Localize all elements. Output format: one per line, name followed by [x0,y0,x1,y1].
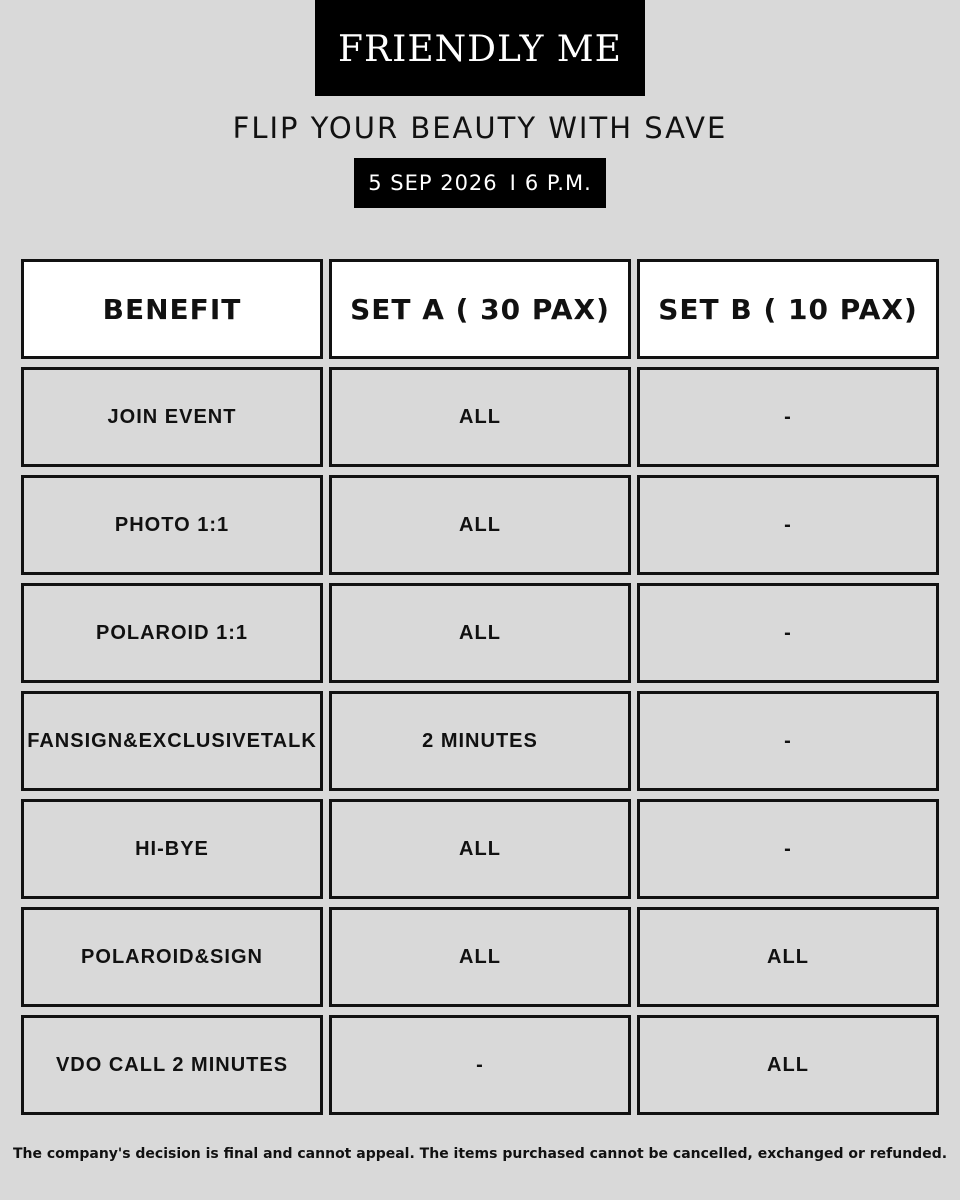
table-row [21,583,939,683]
date-badge [354,158,606,208]
disclaimer-note: The company's decision is final and cannot appeal. The items purchased cannot be cancelled, exchanged or refunded. [12,1146,948,1162]
benefit-cell: FANSIGN&EXCLUSIVETALK [21,691,323,791]
set-b-cell: - [637,475,939,575]
column-header-set-b: SET B ( 10 PAX) [637,259,939,359]
benefit-cell: POLAROID 1:1 [21,583,323,683]
set-b-cell: ALL [637,1015,939,1115]
event-date: 5 SEP 2026 [368,171,498,195]
column-header-benefit: BENEFIT [21,259,323,359]
set-a-cell: ALL [329,367,631,467]
brand-banner [315,0,645,96]
set-a-cell: ALL [329,583,631,683]
benefit-cell: JOIN EVENT [21,367,323,467]
table-row [21,907,939,1007]
table-row [21,1015,939,1115]
set-b-cell: - [637,367,939,467]
set-b-cell: - [637,799,939,899]
set-b-cell: - [637,691,939,791]
benefit-cell: HI-BYE [21,799,323,899]
table-header-row [21,259,939,359]
table-row [21,367,939,467]
set-a-cell: - [329,1015,631,1115]
table-row [21,799,939,899]
benefit-cell: VDO CALL 2 MINUTES [21,1015,323,1115]
column-header-set-a: SET A ( 30 PAX) [329,259,631,359]
brand-title: FRIENDLY ME [338,29,622,70]
event-title: FLIP YOUR BEAUTY WITH SAVE [232,111,728,145]
table-row [21,475,939,575]
set-b-cell: ALL [637,907,939,1007]
set-a-cell: ALL [329,475,631,575]
benefit-table [21,259,939,1123]
set-b-cell: - [637,583,939,683]
set-a-cell: ALL [329,799,631,899]
benefit-cell: POLAROID&SIGN [21,907,323,1007]
table-row [21,691,939,791]
date-separator: I [509,171,517,195]
set-a-cell: 2 MINUTES [329,691,631,791]
benefit-cell: PHOTO 1:1 [21,475,323,575]
set-a-cell: ALL [329,907,631,1007]
event-time: 6 P.M. [524,171,592,195]
